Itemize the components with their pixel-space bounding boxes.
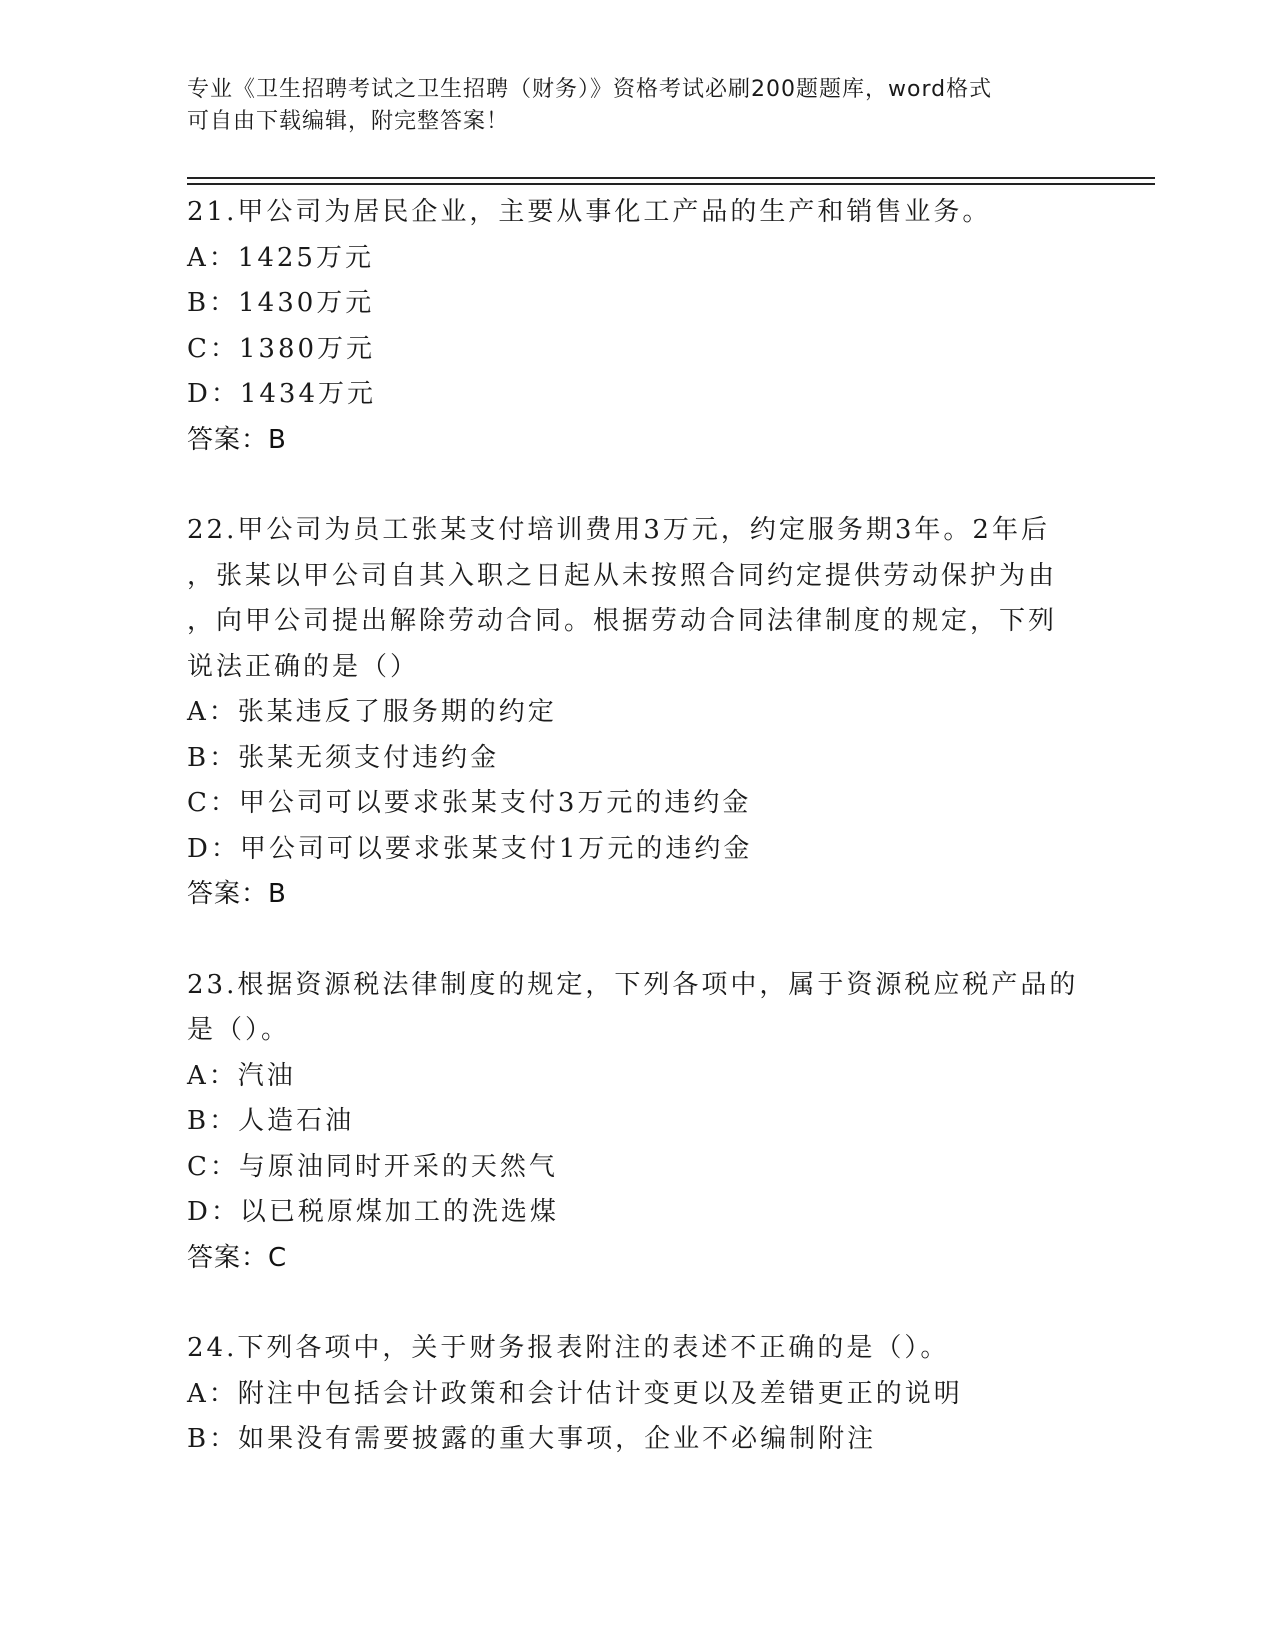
option-a: A：1425万元 (187, 242, 374, 273)
question-22 (187, 508, 1087, 918)
option-c: C：甲公司可以要求张某支付3万元的违约金 (187, 788, 752, 818)
question-spacer (187, 1281, 1087, 1326)
header-divider-top (187, 177, 1155, 179)
option-b: B：张某无须支付违约金 (187, 742, 500, 773)
option-a: A：附注中包括会计政策和会计估计变更以及差错更正的说明 (187, 1378, 963, 1409)
option-d: D：甲公司可以要求张某支付1万元的违约金 (187, 833, 753, 864)
question-stem-line: 24.下列各项中，关于财务报表附注的表述不正确的是（）。 (187, 1333, 950, 1363)
question-23 (187, 963, 1087, 1282)
question-stem-line: 23.根据资源税法律制度的规定，下列各项中，属于资源税应税产品的 (187, 969, 1079, 1000)
question-stem-line: 21.甲公司为居民企业，主要从事化工产品的生产和销售业务。 (187, 197, 992, 227)
option-a: A：张某违反了服务期的约定 (187, 697, 557, 727)
header-divider-bottom (187, 183, 1155, 185)
answer-label: 答案：C (187, 1242, 288, 1273)
option-b: B：如果没有需要披露的重大事项，企业不必编制附注 (187, 1424, 877, 1454)
option-c: C：1380万元 (187, 333, 376, 364)
question-21 (187, 190, 1087, 463)
answer-label: 答案：B (187, 879, 287, 909)
question-24 (187, 1326, 1087, 1463)
question-stem-line: ，张某以甲公司自其入职之日起从未按照合同约定提供劳动保护为由 (187, 560, 1058, 591)
question-stem-line: 22.甲公司为员工张某支付培训费用3万元，约定服务期3年。2年后 (187, 515, 1050, 545)
header-line-1: 专业《卫生招聘考试之卫生招聘（财务）》资格考试必刷200题题库，word格式 (187, 77, 993, 102)
document-header (187, 74, 1087, 138)
option-c: C：与原油同时开采的天然气 (187, 1151, 558, 1182)
option-b: B：人造石油 (187, 1106, 355, 1136)
option-d: D：1434万元 (187, 379, 377, 409)
question-stem-line: ，向甲公司提出解除劳动合同。根据劳动合同法律制度的规定，下列 (187, 606, 1058, 636)
answer-label: 答案：B (187, 424, 287, 455)
question-stem-line: 是（）。 (187, 1015, 291, 1045)
option-b: B：1430万元 (187, 288, 375, 318)
header-line-2: 可自由下载编辑，附完整答案！ (187, 109, 510, 134)
option-d: D：以已税原煤加工的洗选煤 (187, 1197, 559, 1227)
option-a: A：汽油 (187, 1060, 296, 1091)
question-stem-line: 说法正确的是（） (187, 651, 420, 682)
question-list (187, 190, 1087, 1463)
question-spacer (187, 463, 1087, 508)
question-spacer (187, 918, 1087, 963)
